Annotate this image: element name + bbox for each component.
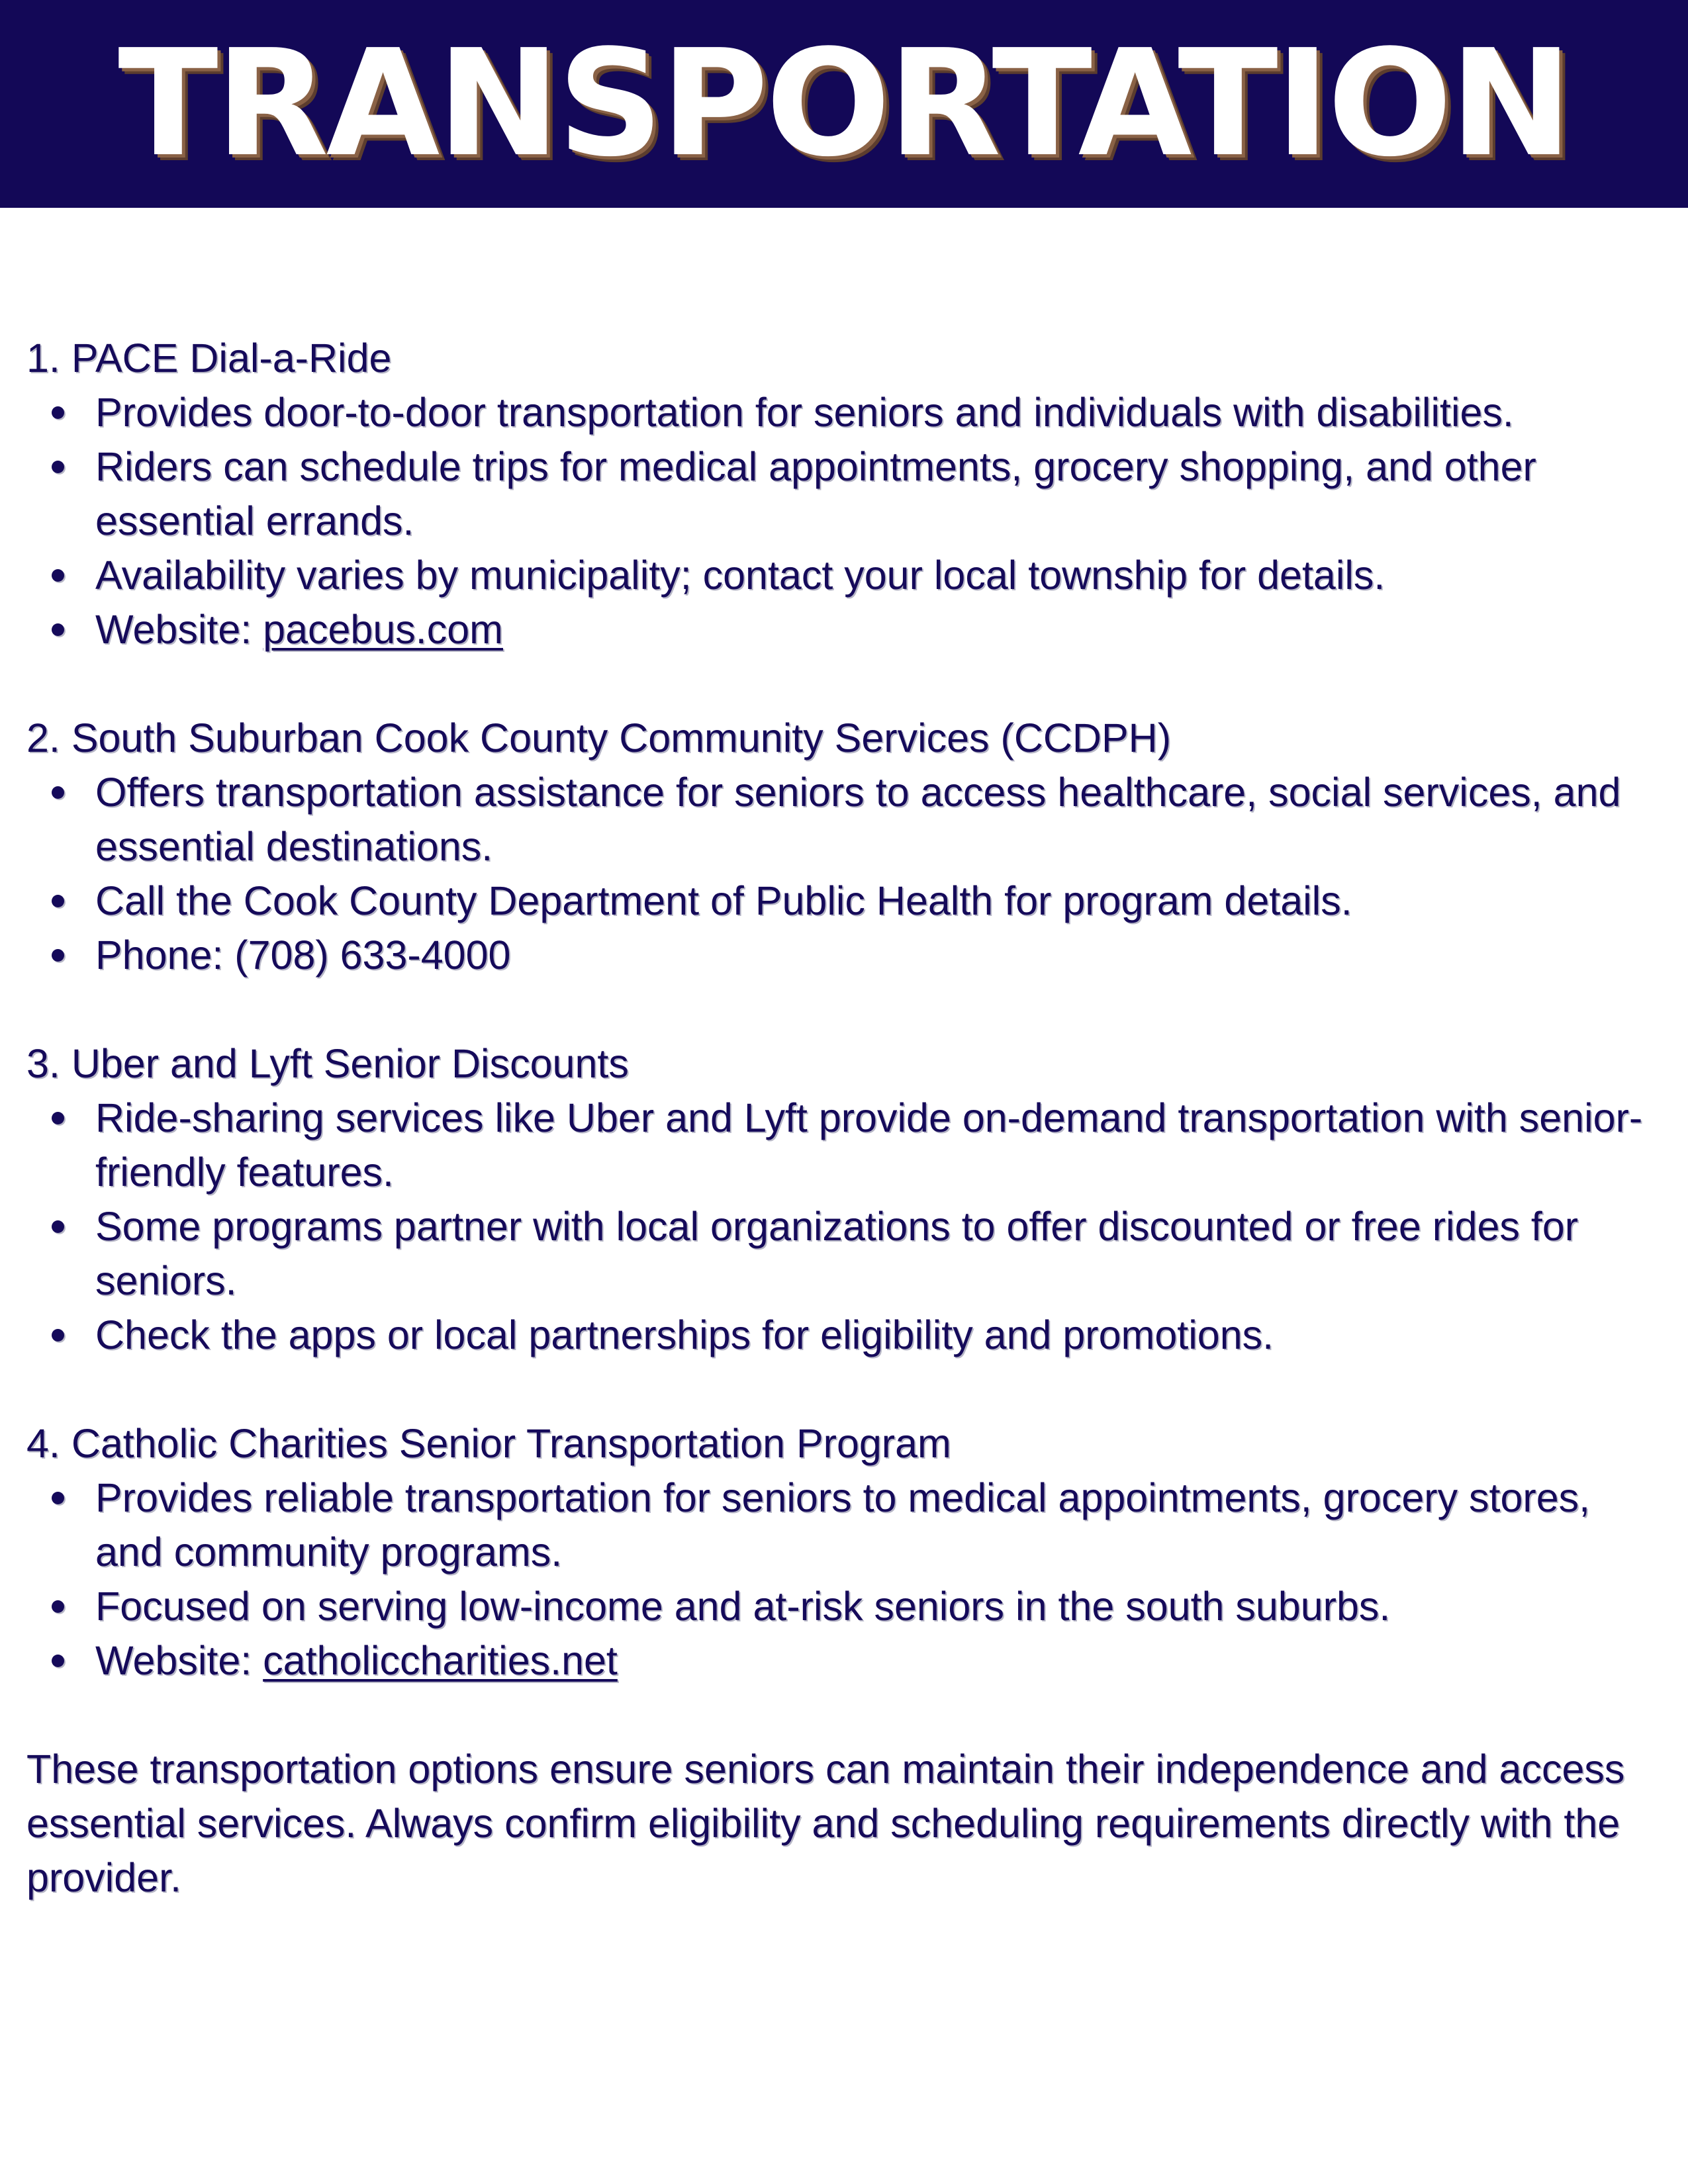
bullet-list <box>26 1091 1662 1362</box>
bullet-icon <box>52 623 64 636</box>
bullet-icon <box>52 786 64 799</box>
bullet-icon <box>52 569 64 582</box>
list-item <box>26 548 1662 602</box>
bullet-icon <box>52 895 64 907</box>
bullet-icon <box>52 1492 64 1504</box>
bullet-text: Call the Cook County Department of Public Health for program details. <box>95 878 1352 923</box>
website-label: Website: <box>95 1638 263 1683</box>
bullet-icon <box>52 1329 64 1342</box>
bullet-icon <box>52 406 64 419</box>
section-heading: 2. South Suburban Cook County Community Services (CCDPH) <box>26 715 1172 760</box>
bullet-list <box>26 385 1662 657</box>
main-content <box>26 331 1662 1905</box>
bullet-icon <box>52 1600 64 1613</box>
bullet-icon <box>52 1112 64 1124</box>
bullet-text: Provides door-to-door transportation for seniors and individuals with disabilities. <box>95 390 1514 435</box>
section-heading: 1. PACE Dial-a-Ride <box>26 336 392 381</box>
bullet-text: Ride-sharing services like Uber and Lyft provide on-demand transportation with senior-friendly features. <box>95 1095 1643 1195</box>
bullet-text: Offers transportation assistance for seniors to access healthcare, social services, and essential destinations. <box>95 770 1621 869</box>
phone-text: Phone: (708) 633-4000 <box>95 933 511 978</box>
closing-paragraph: These transportation options ensure seniors can maintain their independence and access essential services. Always confirm eligibility and scheduling requirements directly with the provider. <box>26 1747 1625 1900</box>
bullet-icon <box>52 1655 64 1667</box>
list-item <box>26 874 1662 928</box>
list-item <box>26 1091 1662 1199</box>
bullet-list <box>26 1471 1662 1688</box>
bullet-text: Focused on serving low-income and at-risk seniors in the south suburbs. <box>95 1584 1391 1629</box>
bullet-icon <box>52 949 64 962</box>
section-pace-dial-a-ride <box>26 331 1662 657</box>
bullet-text: Provides reliable transportation for seniors to medical appointments, grocery stores, and community programs. <box>95 1475 1591 1574</box>
list-item <box>26 1579 1662 1633</box>
bullet-text: Some programs partner with local organizations to offer discounted or free rides for seniors. <box>95 1204 1579 1303</box>
header-banner <box>0 0 1688 208</box>
website-label: Website: <box>95 607 263 652</box>
section-uber-lyft <box>26 1036 1662 1362</box>
page-title: TRANSPORTATION <box>118 19 1570 189</box>
list-item <box>26 1471 1662 1579</box>
bullet-icon <box>52 1220 64 1233</box>
list-item <box>26 439 1662 548</box>
section-ccdph <box>26 711 1662 982</box>
list-item <box>26 1199 1662 1308</box>
pacebus-link[interactable]: pacebus.com <box>263 607 503 652</box>
bullet-text: Availability varies by municipality; contact your local township for details. <box>95 553 1385 598</box>
bullet-list <box>26 765 1662 982</box>
section-heading: 4. Catholic Charities Senior Transportation Program <box>26 1421 951 1466</box>
list-item <box>26 1633 1662 1688</box>
catholiccharities-link[interactable]: catholiccharities.net <box>263 1638 618 1683</box>
bullet-text: Riders can schedule trips for medical appointments, grocery shopping, and other essential errands. <box>95 444 1536 543</box>
list-item <box>26 385 1662 439</box>
section-catholic-charities <box>26 1416 1662 1688</box>
list-item <box>26 602 1662 657</box>
section-heading: 3. Uber and Lyft Senior Discounts <box>26 1041 629 1086</box>
list-item <box>26 1308 1662 1362</box>
list-item <box>26 928 1662 982</box>
list-item <box>26 765 1662 874</box>
bullet-text: Check the apps or local partnerships for eligibility and promotions. <box>95 1312 1274 1357</box>
bullet-icon <box>52 461 64 473</box>
